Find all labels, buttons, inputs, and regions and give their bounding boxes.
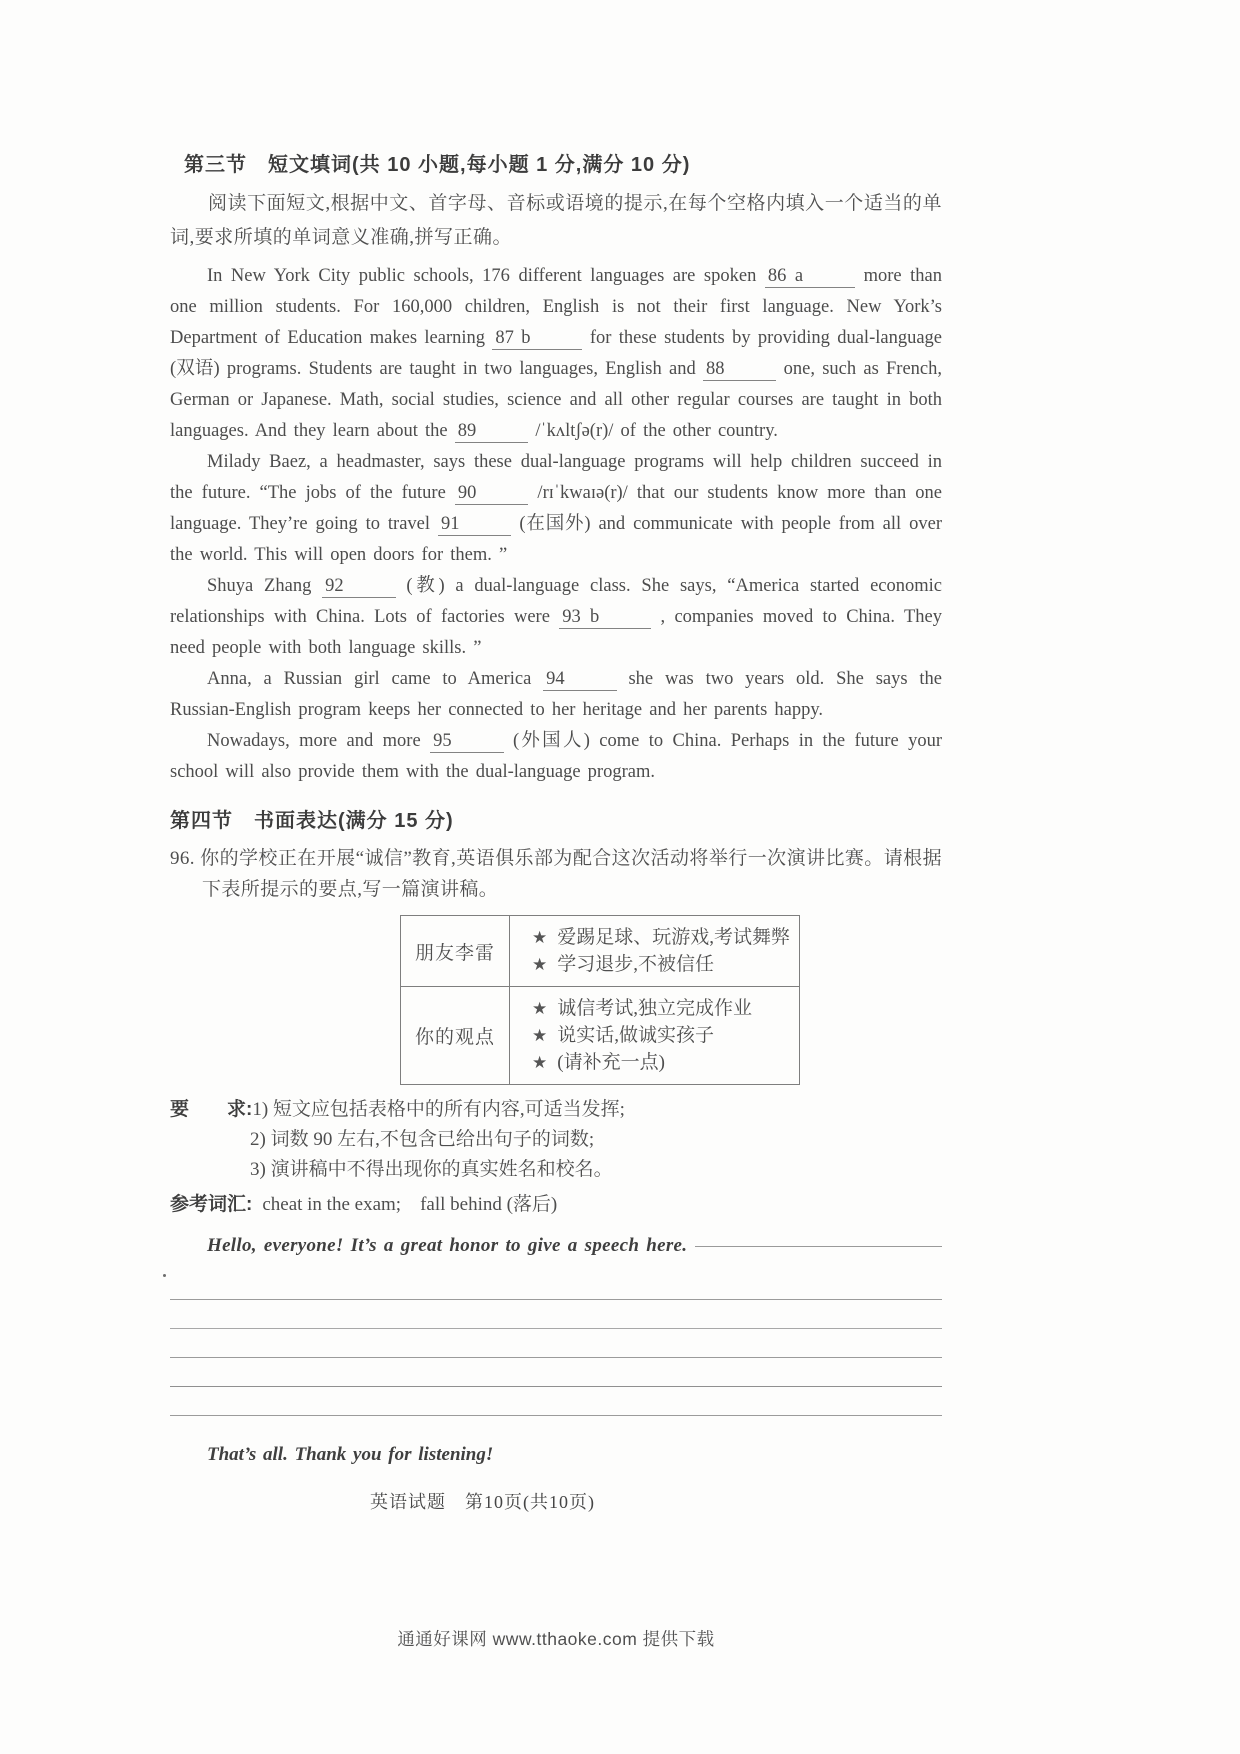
- table-item-text: 爱踢足球、玩游戏,考试舞弊: [557, 927, 791, 948]
- passage-text: one, such as French, German or Japanese. Math, social studies, science and all other regular courses are taught in both languages. And they learn about the: [170, 359, 942, 441]
- passage-text: (外国人) come to China. Perhaps in the future your school will also provide them with the dual-language program.: [170, 731, 942, 782]
- blank-95: 95: [430, 731, 504, 753]
- passage-text: more than one million students. For 160,000 children, English is not their first language. New York’s Department of Education makes learning: [170, 266, 942, 348]
- writing-line: [695, 1246, 942, 1247]
- passage-text: (在国外) and communicate with people from all over the world. This will open doors for them. ”: [170, 514, 942, 565]
- star-icon: ★: [532, 1026, 548, 1045]
- table-item: [532, 995, 793, 1022]
- blank-91: 91: [438, 514, 512, 536]
- speech-opening-row: [170, 1235, 942, 1257]
- writing-line: [170, 1386, 942, 1387]
- question-96: 96. 你的学校正在开展“诚信”教育,英语俱乐部为配合这次活动将举行一次演讲比赛。请根据下表所提示的要点,写一篇演讲稿。: [170, 848, 942, 900]
- star-icon: ★: [532, 999, 548, 1018]
- passage-paragraph-1: [170, 261, 942, 447]
- writing-line: [170, 1415, 942, 1416]
- writing-area: [170, 1299, 942, 1416]
- requirement-item-3: 3) 演讲稿中不得出现你的真实姓名和校名。: [250, 1159, 613, 1180]
- star-icon: ★: [532, 928, 548, 947]
- table-row-label: 朋友李雷: [401, 916, 510, 986]
- passage-text: Milady Baez, a headmaster, says these dual-language programs will help children succeed in the future. “The jobs of the future: [170, 452, 942, 503]
- passage-text: for these students by providing dual-language (双语) programs. Students are taught in two languages, English and: [170, 328, 943, 379]
- passage-text: she was two years old. She says the Russian-English program keeps her connected to her heritage and her parents happy.: [170, 669, 942, 720]
- watermark-text: 通通好课网 www.tthaoke.com 提供下载: [397, 1629, 715, 1649]
- blank-88: 88: [703, 359, 777, 381]
- requirements-label: 要 求:: [170, 1099, 253, 1120]
- blank-90: 90: [455, 483, 529, 505]
- star-icon: ★: [532, 1053, 548, 1072]
- table-row-label: 你的观点: [401, 987, 510, 1084]
- reference-words: cheat in the exam; fall behind (落后): [262, 1194, 558, 1215]
- writing-line: [170, 1328, 942, 1329]
- requirement-item-2: 2) 词数 90 左右,不包含已给出句子的词数;: [250, 1129, 595, 1150]
- section3-title: 第三节 短文填词(共 10 小题,每小题 1 分,满分 10 分): [184, 154, 691, 176]
- passage-paragraph-3: [170, 571, 942, 664]
- table-item-text: 诚信考试,独立完成作业: [557, 998, 753, 1019]
- blank-92: 92: [322, 576, 396, 598]
- star-icon: ★: [532, 955, 548, 974]
- table-row-friend: [401, 916, 799, 986]
- table-item-text: 学习退步,不被信任: [557, 954, 715, 975]
- requirement-item-1: 1) 短文应包括表格中的所有内容,可适当发挥;: [252, 1099, 625, 1120]
- table-item: [532, 924, 793, 951]
- table-row-opinion: [401, 986, 799, 1084]
- passage-text: (教) a dual-language class. She says, “America started economic relationships with China. Lots of factories were: [170, 576, 942, 627]
- passage-paragraph-5: [170, 726, 942, 788]
- section3-instructions: 阅读下面短文,根据中文、首字母、音标或语境的提示,在每个空格内填入一个适当的单词,要求所填的单词意义准确,拼写正确。: [170, 193, 942, 248]
- passage-paragraph-2: [170, 447, 942, 571]
- table-row-items: [510, 916, 799, 986]
- passage-text: Anna, a Russian girl came to America: [207, 669, 544, 689]
- prompt-table: [400, 915, 800, 1085]
- passage-paragraph-4: [170, 664, 942, 726]
- writing-line: [170, 1299, 942, 1300]
- scan-artifact-dot: [163, 1274, 166, 1277]
- passage-text: In New York City public schools, 176 different languages are spoken: [207, 266, 765, 286]
- table-item: [532, 951, 793, 978]
- blank-94: 94: [543, 669, 617, 691]
- page-content: [170, 0, 942, 1514]
- table-item: [532, 1022, 793, 1049]
- blank-93: 93 b: [559, 607, 651, 629]
- passage-text: /rɪˈkwaɪə(r)/ that our students know more than one language. They’re going to travel: [170, 483, 942, 534]
- table-item-text: 说实话,做诚实孩子: [557, 1025, 715, 1046]
- speech-closing-text: That’s all. Thank you for listening!: [207, 1444, 494, 1465]
- requirements-line-1: [170, 1095, 942, 1125]
- table-row-items: [510, 987, 799, 1084]
- passage-text: Nowadays, more and more: [207, 731, 431, 751]
- reference-label: 参考词汇:: [170, 1194, 253, 1215]
- blank-86: 86 a: [765, 266, 855, 288]
- blank-89: 89: [455, 421, 529, 443]
- section4-title: 第四节 书面表达(满分 15 分): [170, 810, 454, 832]
- passage-text: , companies moved to China. They need people with both language skills. ”: [170, 607, 942, 658]
- table-item: [532, 1049, 793, 1076]
- reference-vocabulary: [170, 1189, 942, 1221]
- passage-text: Shuya Zhang: [207, 576, 323, 596]
- blank-87: 87 b: [492, 328, 582, 350]
- writing-line: [170, 1357, 942, 1358]
- table-item-text: (请补充一点): [557, 1052, 665, 1073]
- speech-opening-text: Hello, everyone! It’s a great honor to give a speech here.: [207, 1235, 688, 1256]
- passage-text: /ˈkʌltʃə(r)/ of the other country.: [528, 421, 778, 441]
- page-number: 英语试题 第10页(共10页): [370, 1492, 595, 1512]
